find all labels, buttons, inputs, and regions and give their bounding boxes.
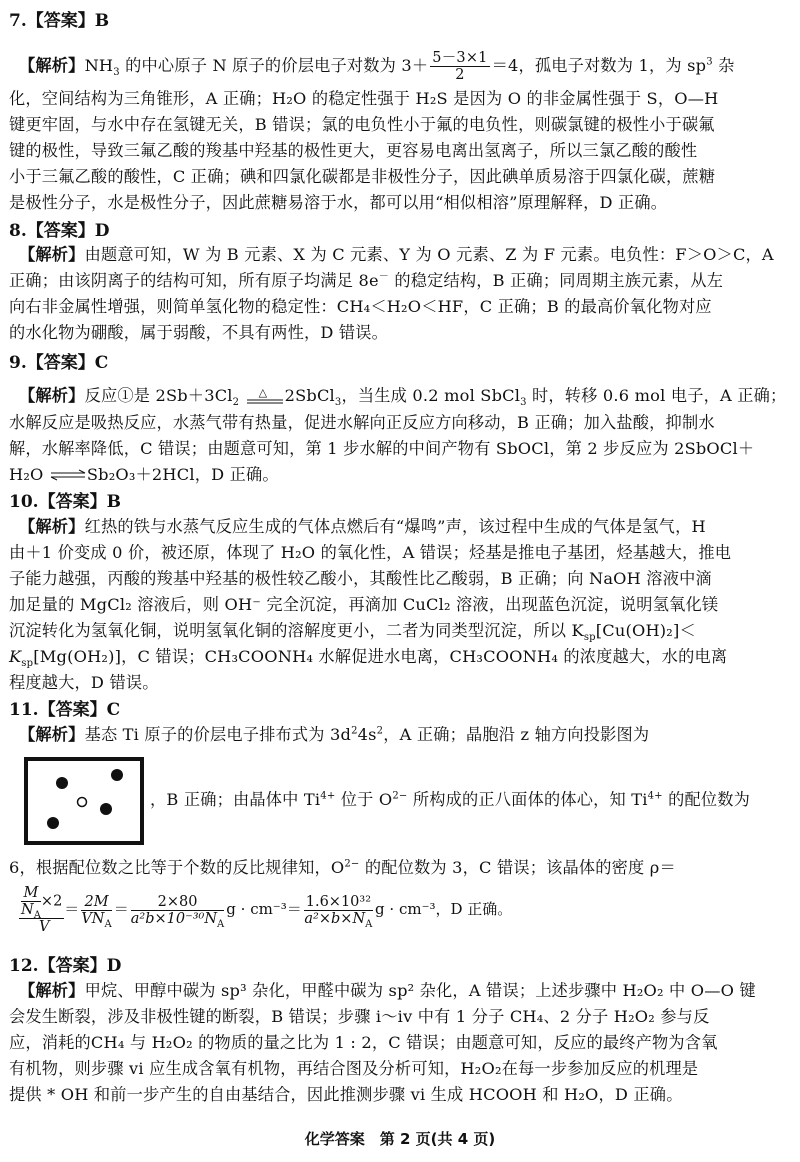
q7-line-1: 【解析】$NH_3$ 的中心原子 N 原子的价层电子对数为 3＋ $\frac{5-3\times 1}{2}$ ＝4，孤电子对数为 1，为 $sp^3$ 杂 <box>19 50 735 83</box>
q12-line-2: 会发生断裂，涉及非极性键的断裂，B 错误；步骤 i～iv 中有 1 分子 CH₄、2 分子 H₂O₂ 参与反 <box>9 1007 710 1026</box>
q11-line-2: ，B 正确；由晶体中 $Ti^{4+}$ 位于 $O^{2-}$ 所构成的正八面体的体心，知 $Ti^{4+}$ 的配位数为 <box>150 790 751 809</box>
q9-header: 9.【答案】C <box>9 353 109 373</box>
q8-line-4: 的水化物为硼酸，属于弱酸，不具有两性，D 错误。 <box>9 323 389 342</box>
q12-line-5: 提供 * OH 和前一步产生的自由基结合，因此推测步骤 vi 生成 HCOOH 和 H₂O，D 正确。 <box>9 1085 683 1104</box>
q7-header: 7.【答案】B <box>9 11 110 31</box>
q9-line-2: 水解反应是吸热反应，水蒸气带有热量，促进水解向正反应方向移动，B 正确；加入盐酸，抑制水 <box>9 413 715 432</box>
q9-line-4: H₂O Sb₂O₃＋2HCl，D 正确。 <box>9 464 791 487</box>
reaction-condition-arrow <box>245 385 285 406</box>
heat-symbol: △ <box>258 385 268 399</box>
q8-header: 8.【答案】D <box>9 221 110 241</box>
q12-line-4: 有机物，则步骤 vi 应生成含氧有机物，再结合图及分析可知，H₂O₂在每一步参加反应的机理是 <box>9 1059 699 1078</box>
q9-line-3: 解，水解率降低，C 错误；由题意可知，第 1 步水解的中间产物有 SbOCl，第 2 步反应为 2SbOCl＋ <box>9 439 755 458</box>
q9-line-1: 【解析】反应①是 $2Sb+3Cl_2$ △ 2SbCl$_3$，当生成 0.2 mol SbCl$_3$ 时，转移 0.6 mol 电子，A 正确； <box>19 385 791 407</box>
q10-line-6: $K_{sp}[Mg(OH_2)]$，C 错误；CH₃COONH₄ 水解促进水电离，CH₃COONH₄ 的浓度越大，水的电离 <box>9 647 728 670</box>
q7-line-2: 化，空间结构为三角锥形，A 正确；H₂O 的稳定性强于 H₂S 是因为 O 的非金属性强于 S，O—H <box>9 89 719 108</box>
equilibrium-arrow-icon <box>49 465 87 487</box>
q8-line-3: 向右非金属性增强，则简单氢化物的稳定性：CH₄＜H₂O＜HF，C 正确；B 的最高价氧化物对应 <box>9 297 712 316</box>
q11-line-1: 【解析】基态 Ti 原子的价层电子排布式为 $3d^24s^2$，A 正确；晶胞沿 z 轴方向投影图为 <box>19 725 650 744</box>
q11-line-3: 6，根据配位数之比等于个数的反比规律知，$O^{2-}$ 的配位数为 3，C 错误；该晶体的密度 ρ＝ <box>9 858 676 877</box>
q7-line-3: 键更牢固，与水中存在氢键无关，B 错误；氯的电负性小于氟的电负性，则碳氯键的极性小于碳氟 <box>9 115 715 134</box>
q10-line-4: 加足量的 MgCl₂ 溶液后，则 OH⁻ 完全沉淀，再滴加 CuCl₂ 溶液，出现蓝色沉淀，说明氢氧化镁 <box>9 595 719 614</box>
q12-line-1: 【解析】甲烷、甲醇中碳为 sp³ 杂化，甲醛中碳为 sp² 杂化，A 错误；上述步骤中 H₂O₂ 中 O—O 键 <box>19 981 756 1000</box>
q8-line-2: 正确；由该阴离子的结构可知，所有原子均满足 8e－ 的稳定结构，B 正确；同周期主族元素，从左 <box>9 271 724 290</box>
page-footer: 化学答案 第 2 页(共 4 页) <box>304 1130 496 1148</box>
q10-line-3: 子能力越强，丙酸的羧基中羟基的极性较乙酸小，其酸性比乙酸弱，B 正确；向 NaOH 溶液中滴 <box>9 569 712 588</box>
q7-line-6: 是极性分子，水是极性分子，因此蔗糖易溶于水，都可以用“相似相溶”原理解释，D 正确。 <box>9 193 668 212</box>
unit-cell-projection-diagram <box>20 753 150 849</box>
compound-fraction: $\frac{M}{N_A}$ ×2 V <box>21 885 63 935</box>
valence-fraction: $\frac{5-3\times 1}{2}$ <box>432 50 488 83</box>
q7-line-4: 键的极性，导致三氟乙酸的羧基中羟基的极性更大，更容易电离出氢离子，所以三氯乙酸的酸性 <box>9 141 698 160</box>
q11-header: 11.【答案】C <box>9 700 121 720</box>
q10-line-7: 程度越大，D 错误。 <box>9 673 159 692</box>
q10-header: 10.【答案】B <box>9 492 121 512</box>
q10-line-2: 由＋1 价变成 0 价，被还原，体现了 H₂O 的氧化性，A 错误；烃基是推电子基团，烃基越大，推电 <box>9 543 732 562</box>
q10-line-5: 沉淀转化为氢氧化铜，说明氢氧化铜的溶解度更小，二者为同类型沉淀，所以 $K_{sp}[Cu(OH)_2]<$ <box>9 621 696 644</box>
crystal-projection-icon <box>20 753 150 849</box>
q8-line-1: 【解析】由题意可知，W 为 B 元素、X 为 C 元素、Y 为 O 元素、Z 为 F 元素。电负性：F＞O＞C，A <box>19 245 774 264</box>
q12-header: 12.【答案】D <box>9 956 122 976</box>
q10-line-1: 【解析】红热的铁与水蒸气反应生成的气体点燃后有“爆鸣”声，该过程中生成的气体是氢气，H <box>19 517 706 536</box>
density-formula: $\frac{M}{N_A}$ ×2 V ＝ $\frac{2M}{VN_A}$ ＝ $\frac{2\times 80}{a^2b\times 10^{-30}N_A}$ g · cm⁻³＝ $\frac{\text{1.6×10³²}}{a^2\times b\times N_A}$ g · cm⁻³，D 正确。 <box>21 885 513 935</box>
q7-line-5: 小于三氟乙酸的酸性，C 正确；碘和四氯化碳都是非极性分子，因此碘单质易溶于四氯化碳，蔗糖 <box>9 167 716 186</box>
q12-line-3: 应，消耗的CH₄ 与 H₂O₂ 的物质的量之比为 1 : 2，C 错误；由题意可知，反应的最终产物为含氧 <box>9 1033 718 1052</box>
